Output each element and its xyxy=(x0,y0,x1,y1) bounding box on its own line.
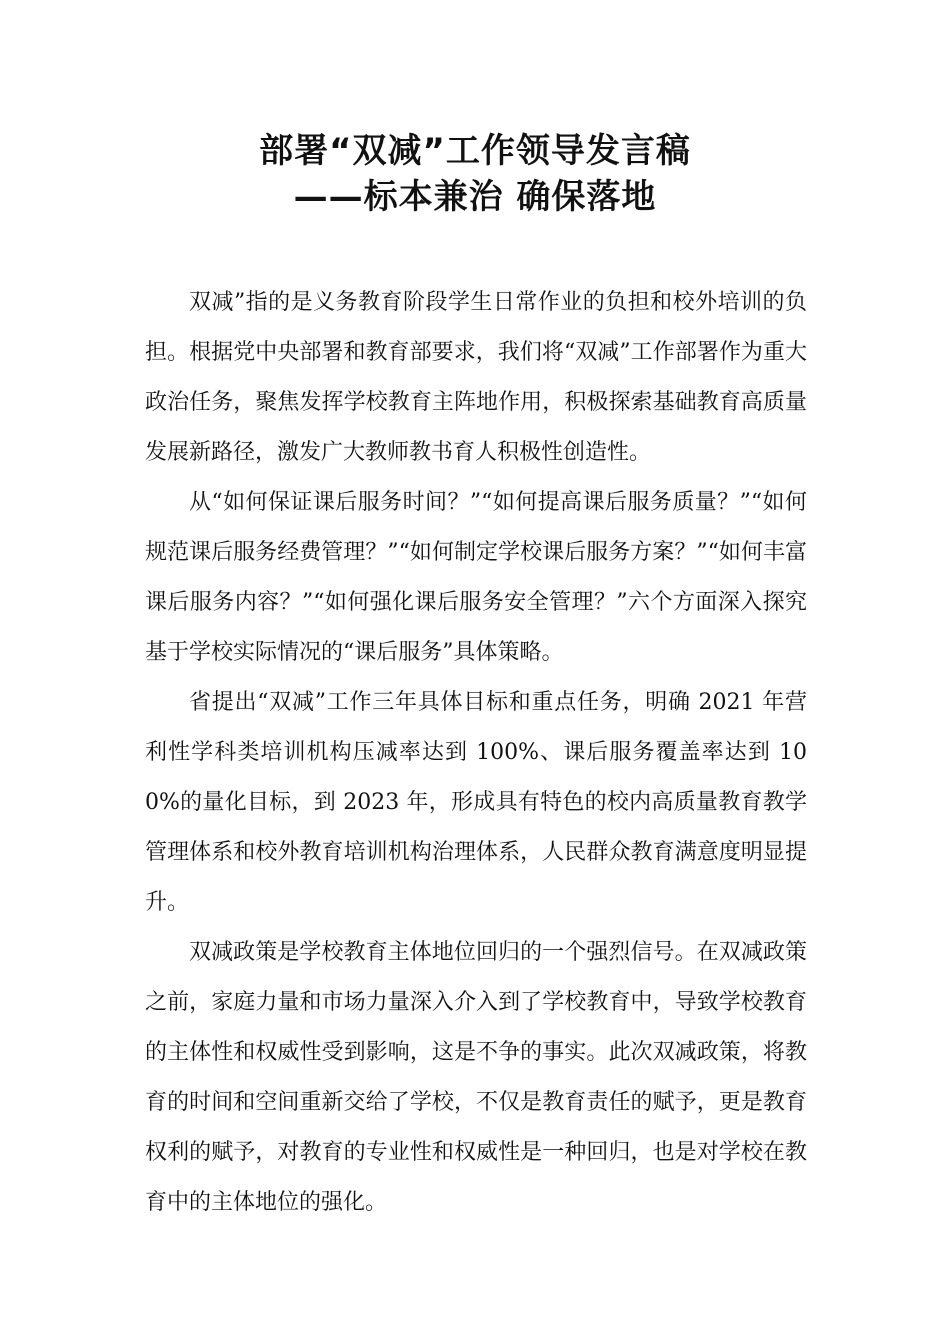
paragraph-2: 从“如何保证课后服务时间？”“如何提高课后服务质量？”“如何规范课后服务经费管理？”“如何制定学校课后服务方案？”“如何丰富课后服务内容？”“如何强化课后服务安全管理？”六个方面深入探究基于学校实际情况的“课后服务”具体策略。 xyxy=(145,490,807,665)
paragraph-1: 双减”指的是义务教育阶段学生日常作业的负担和校外培训的负担。根据党中央部署和教育部要求，我们将“双减”工作部署作为重大政治任务，聚焦发挥学校教育主阵地作用，积极探索基础教育高质量发展新路径，激发广大教师教书育人积极性创造性。 xyxy=(145,290,807,465)
document-body xyxy=(145,278,807,1228)
document-subtitle: ——标本兼治 确保落地 xyxy=(293,177,657,217)
document-title: 部署“双减”工作领导发言稿 xyxy=(259,131,691,171)
paragraph-4: 双减政策是学校教育主体地位回归的一个强烈信号。在双减政策之前，家庭力量和市场力量深入介入到了学校教育中，导致学校教育的主体性和权威性受到影响，这是不争的事实。此次双减政策，将教育的时间和空间重新交给了学校，不仅是教育责任的赋予，更是教育权利的赋予，对教育的专业性和权威性是一种回归，也是对学校在教育中的主体地位的强化。 xyxy=(145,940,807,1215)
title-block xyxy=(0,128,950,220)
paragraph-3: 省提出“双减”工作三年具体目标和重点任务，明确 2021 年营利性学科类培训机构压减率达到 100%、课后服务覆盖率达到 100%的量化目标，到 2023 年，形成具有特色的校内高质量教育教学管理体系和校外教育培训机构治理体系，人民群众教育满意度明显提升。 xyxy=(145,690,807,915)
